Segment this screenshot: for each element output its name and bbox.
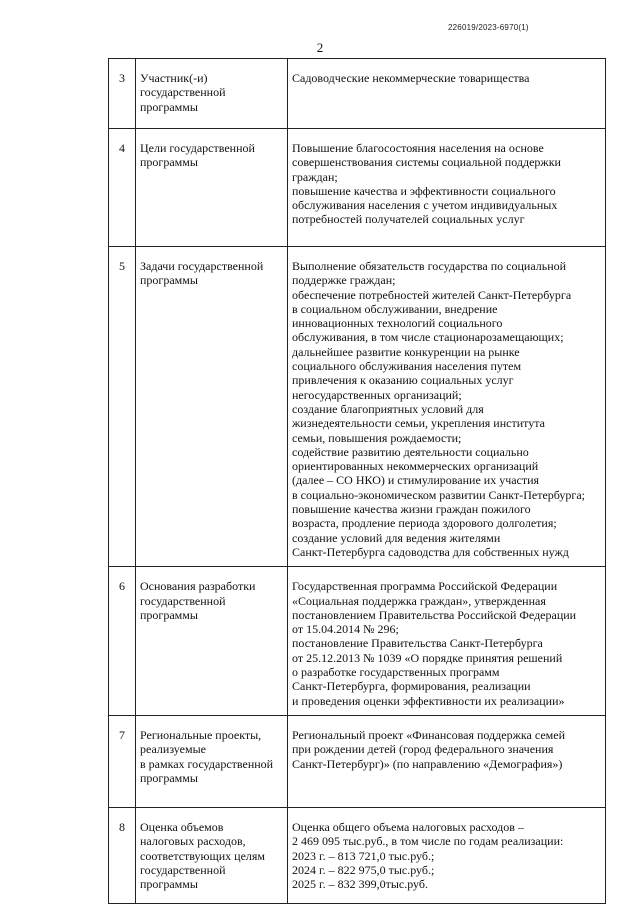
label-line: Основания разработки <box>140 579 256 594</box>
value-line: повышение качества жизни граждан пожилого <box>292 502 531 517</box>
value-line: Выполнение обязательств государства по социальной <box>292 259 567 273</box>
value-line: Санкт-Петербург)» (по направлению «Демография») <box>292 756 563 771</box>
value-line: совершенствования системы социальной поддержки <box>292 155 561 170</box>
value-line: дальнейшее развитие конкуренции на рынке <box>292 344 520 359</box>
value-line: обслуживания населения с учетом индивидуальных <box>292 198 558 213</box>
value-line: в социально-экономическом развитии Санкт-Петербурга; <box>292 487 585 502</box>
document-registration-number: 226019/2023-6970(1) <box>448 23 529 32</box>
value-line: инновационных технологий социального <box>292 316 503 331</box>
value-line: потребностей получателей социальных услуг <box>292 212 525 227</box>
value-line: от 15.04.2014 № 296; <box>292 622 399 637</box>
value-line: создание благоприятных условий для <box>292 401 484 416</box>
value-line: о разработке государственных программ <box>292 665 500 680</box>
value-line: возраста, продление периода здорового долголетия; <box>292 516 557 531</box>
value-line: от 25.12.2013 № 1039 «О порядке принятия решений <box>292 650 563 665</box>
value-line: обеспечение потребностей жителей Санкт-Петербурга <box>292 287 572 302</box>
label-line: в рамках государственной <box>140 756 274 771</box>
row-number: 8 <box>109 807 136 903</box>
table-row <box>109 59 606 129</box>
label-line: налоговых расходов, <box>140 834 246 849</box>
value-line: Оценка общего объема налоговых расходов – <box>292 819 524 834</box>
table-row <box>109 129 606 247</box>
value-line: 2023 г. – 813 721,0 тыс.руб.; <box>292 848 435 863</box>
label-line: государственной <box>140 593 226 608</box>
row-number: 4 <box>109 129 136 247</box>
row-number: 5 <box>109 247 136 567</box>
row-value-tasks <box>288 247 606 567</box>
label-line: Оценка объемов <box>140 819 224 834</box>
label-line: государственной <box>140 85 226 100</box>
value-line: граждан; <box>292 169 338 184</box>
label-line: программы <box>140 770 198 785</box>
row-label-grounds <box>136 567 288 716</box>
value-line: 2 469 095 тыс.руб., в том числе по годам реализации: <box>292 834 564 849</box>
value-line: Санкт-Петербурга садоводства для собственных нужд <box>292 544 569 559</box>
label-line: программы <box>140 607 198 622</box>
label-line: программы <box>140 877 198 892</box>
value-line: при рождении детей (город федерального значения <box>292 742 554 757</box>
row-value-goals <box>288 129 606 247</box>
value-line: ориентированных некоммерческих организаций <box>292 459 539 474</box>
value-line: в социальном обслуживании, внедрение <box>292 301 498 316</box>
row-label-tasks <box>136 247 288 567</box>
page-number: 2 <box>316 40 324 55</box>
table-row <box>109 247 606 567</box>
value-line: постановление Правительства Санкт-Петербурга <box>292 636 543 651</box>
label-line: программы <box>140 99 198 114</box>
row-value-tax-expenses <box>288 807 606 903</box>
value-line: привлечения к оказанию социальных услуг <box>292 373 514 388</box>
row-label-goals <box>136 129 288 247</box>
label-line: программы <box>140 273 198 288</box>
value-line: обслуживания, в том числе стационарозамещающих; <box>292 330 564 345</box>
value-line: семьи, повышения рождаемости; <box>292 430 462 445</box>
row-label-regional-projects <box>136 715 288 807</box>
value-line: социального обслуживания населения путем <box>292 359 522 374</box>
value-line: 2024 г. – 822 975,0 тыс.руб.; <box>292 862 435 877</box>
label-line: Задачи государственной <box>140 259 264 273</box>
value-line: содействие развитию деятельности социально <box>292 444 529 459</box>
row-label-tax-expenses <box>136 807 288 903</box>
row-value-participants <box>288 59 606 129</box>
row-number: 6 <box>109 567 136 716</box>
label-line: соответствующих целям <box>140 848 266 863</box>
row-value-regional-projects <box>288 715 606 807</box>
label-line: реализуемые <box>140 742 206 757</box>
label-line: Участник(-и) <box>140 71 208 85</box>
value-line: Повышение благосостояния населения на основе <box>292 141 544 155</box>
program-passport-table <box>108 58 606 904</box>
value-line: жизнедеятельности семьи, укрепления института <box>292 416 545 431</box>
row-number: 7 <box>109 715 136 807</box>
value-line: Санкт-Петербурга, формирования, реализации <box>292 679 531 694</box>
value-line: Региональный проект «Финансовая поддержка семей <box>292 727 565 742</box>
value-line: Государственная программа Российской Федерации <box>292 579 558 594</box>
value-line: (далее – СО НКО) и стимулирование их участия <box>292 473 540 488</box>
value-line: «Социальная поддержка граждан», утвержденная <box>292 593 546 608</box>
row-number: 3 <box>109 59 136 129</box>
value-line: Садоводческие некоммерческие товарищества <box>292 71 530 85</box>
table-row <box>109 807 606 903</box>
value-line: 2025 г. – 832 399,0тыс.руб. <box>292 877 428 892</box>
label-line: программы <box>140 155 198 170</box>
label-line: Цели государственной <box>140 141 255 155</box>
label-line: государственной <box>140 862 226 877</box>
table-row <box>109 567 606 716</box>
row-value-grounds <box>288 567 606 716</box>
value-line: постановлением Правительства Российской Федерации <box>292 607 577 622</box>
value-line: поддержке граждан; <box>292 273 396 288</box>
value-line: повышение качества и эффективности социального <box>292 183 556 198</box>
value-line: и проведения оценки эффективности их реализации» <box>292 693 565 708</box>
value-line: создание условий для ведения жителями <box>292 530 501 545</box>
table-row <box>109 715 606 807</box>
label-line: Региональные проекты, <box>140 727 262 742</box>
value-line: негосударственных организаций; <box>292 387 462 402</box>
row-label-participants <box>136 59 288 129</box>
